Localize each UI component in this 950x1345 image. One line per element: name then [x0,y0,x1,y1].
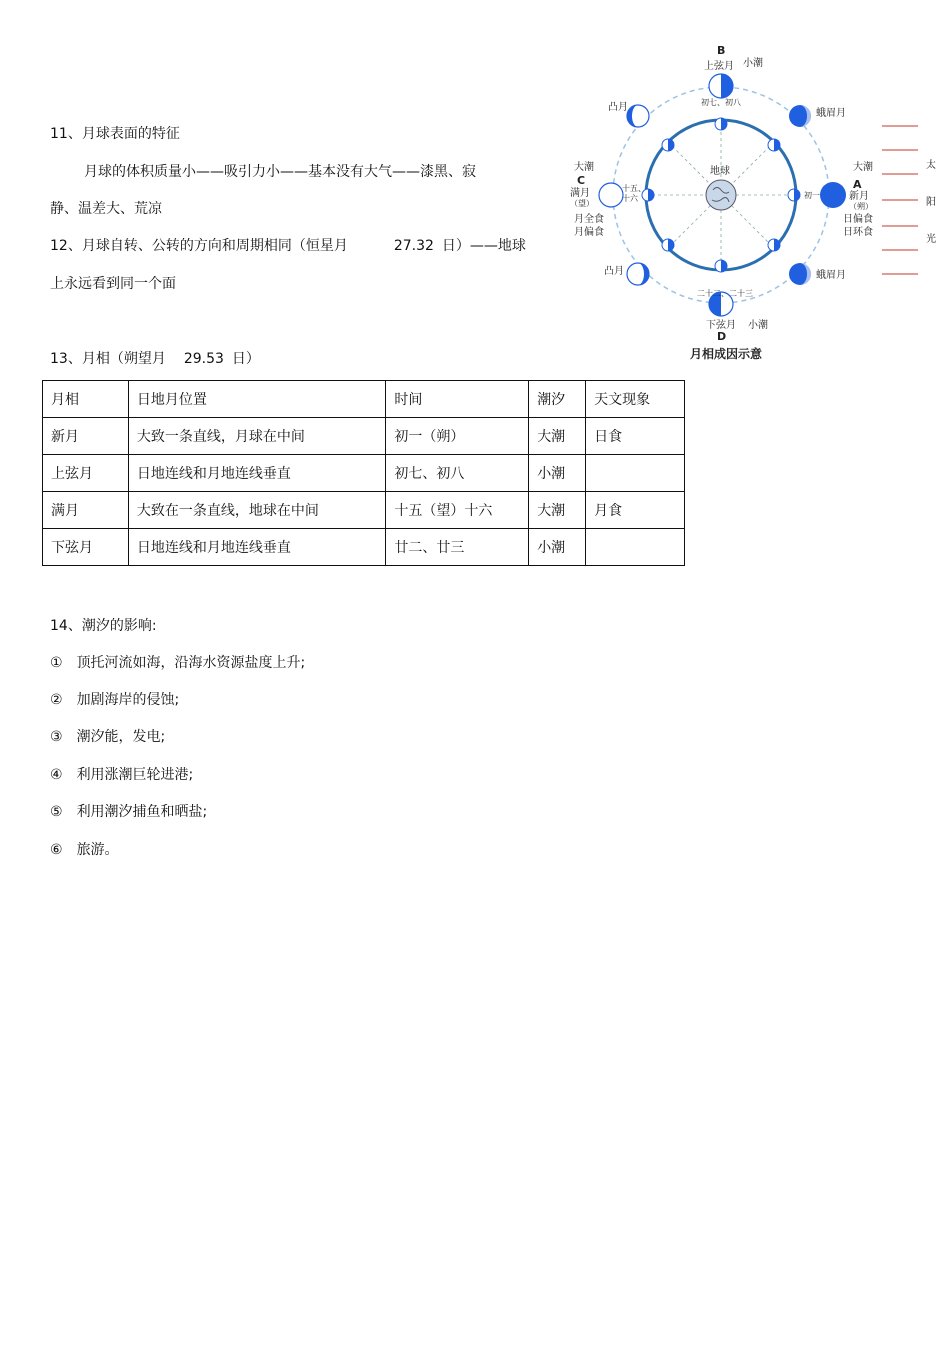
label-new-moon: 新月 [849,191,869,202]
earth-icon [706,180,736,210]
list-text: 旅游。 [76,842,119,858]
table-header-cell: 日地月位置 [128,381,386,418]
label-gibbous-top: 凸月 [608,102,628,113]
table-header-row [43,381,685,418]
table-cell: 大潮 [529,418,586,455]
table-row [43,492,685,529]
label-a-day: 初一 [804,191,820,200]
table-cell: 满月 [43,492,129,529]
label-c-days2: 十六 [622,194,638,203]
sunlight-arrows [882,126,918,274]
label-c-letter: C [577,174,586,187]
table-cell: 廿二、廿三 [386,529,529,566]
table-header-cell: 时间 [386,381,529,418]
label-c-eclipse1: 月全食 [574,214,604,225]
label-d-tide: 小潮 [748,320,768,331]
label-sun-1: 太 [926,160,936,171]
table-cell: 初七、初八 [386,455,529,492]
section-12-text-a: 12、月球自转、公转的方向和周期相同（恒星月 [50,238,348,254]
list-marker: ④ [50,767,63,783]
label-c-days1: 十五、 [622,184,646,193]
moon-phase-table [42,380,685,566]
label-a-letter: A [853,178,862,191]
section-13-period-value: 29.53 [183,351,224,367]
list-text: 利用涨潮巨轮进港; [76,767,194,783]
section-13-heading [50,349,260,369]
table-cell: 日地连线和月地连线垂直 [128,529,386,566]
table-cell: 月食 [586,492,685,529]
new-moon-icon [820,182,846,208]
label-c-tide: 大潮 [574,162,594,173]
list-marker: ① [50,655,63,671]
label-a-tide: 大潮 [853,162,873,173]
table-cell: 小潮 [529,455,586,492]
table-header-cell: 天文现象 [586,381,685,418]
section-12-period-value: 27.32 [393,238,434,254]
table-cell [586,455,685,492]
label-a-eclipse2: 日环食 [843,227,873,238]
full-moon-icon [599,183,623,207]
section-12-line1 [50,236,526,256]
section-12-text-b: 日）——地球 [441,238,526,254]
table-row [43,418,685,455]
label-full-moon: 满月 [570,188,590,199]
table-cell: 初一（朔） [386,418,529,455]
section-13-text-a: 13、月相（朔望月 [50,351,166,367]
label-sun-3: 光 [926,234,936,245]
table-cell: 大致一条直线，月球在中间 [128,418,386,455]
list-item [50,802,207,822]
table-cell: 上弦月 [43,455,129,492]
label-b-tide: 小潮 [743,58,763,69]
label-last-quarter: 下弦月 [706,320,736,331]
list-item [50,653,305,673]
list-marker: ② [50,692,63,708]
moon-phase-diagram [566,40,942,370]
section-11-heading: 11、月球表面的特征 [50,126,180,142]
label-b-letter: B [717,44,726,57]
label-a-note: （朔） [849,202,873,211]
section-13-text-b: 日） [231,351,260,367]
section-12-line2: 上永远看到同一个面 [50,276,176,292]
table-header-cell: 潮汐 [529,381,586,418]
label-d-letter: D [717,330,727,343]
list-marker: ③ [50,729,63,745]
table-cell: 下弦月 [43,529,129,566]
earth-label: 地球 [710,166,730,177]
list-marker: ⑤ [50,804,63,820]
label-sun-2: 阳 [926,197,936,208]
diagram-caption: 月相成因示意 [690,347,763,361]
list-text: 潮汐能，发电; [76,729,166,745]
list-marker: ⑥ [50,842,63,858]
table-cell: 十五（望）十六 [386,492,529,529]
label-first-quarter: 上弦月 [704,61,734,72]
table-cell: 新月 [43,418,129,455]
table-row [43,529,685,566]
label-c-note: （望） [570,199,594,208]
section-14-heading: 14、潮汐的影响: [50,618,157,634]
label-gibbous-bottom: 凸月 [604,266,624,277]
table-cell: 日食 [586,418,685,455]
label-d-days: 二十二、二十三 [697,289,753,298]
table-cell: 大致在一条直线，地球在中间 [128,492,386,529]
list-text: 利用潮汐捕鱼和晒盐; [76,804,208,820]
label-c-eclipse2: 月偏食 [574,227,604,238]
label-a-eclipse1: 日偏食 [843,214,873,225]
label-crescent-top: 蛾眉月 [816,108,846,119]
list-text: 加剧海岸的侵蚀; [76,692,180,708]
list-item [50,727,165,747]
table-header-cell: 月相 [43,381,129,418]
list-item [50,840,119,860]
table-cell: 日地连线和月地连线垂直 [128,455,386,492]
label-b-days: 初七、初八 [701,98,741,107]
section-11-body-line1: 月球的体积质量小——吸引力小——基本没有大气——漆黑、寂 [84,164,476,180]
section-11-body-line2: 静、温差大、荒凉 [50,201,162,217]
moon-phase-diagram-svg [566,40,942,370]
table-cell: 小潮 [529,529,586,566]
table-row [43,455,685,492]
list-item [50,765,193,785]
list-item [50,690,179,710]
label-crescent-bottom: 蛾眉月 [816,270,846,281]
list-text: 顶托河流如海，沿海水资源盐度上升; [76,655,306,671]
table-cell [586,529,685,566]
table-cell: 大潮 [529,492,586,529]
